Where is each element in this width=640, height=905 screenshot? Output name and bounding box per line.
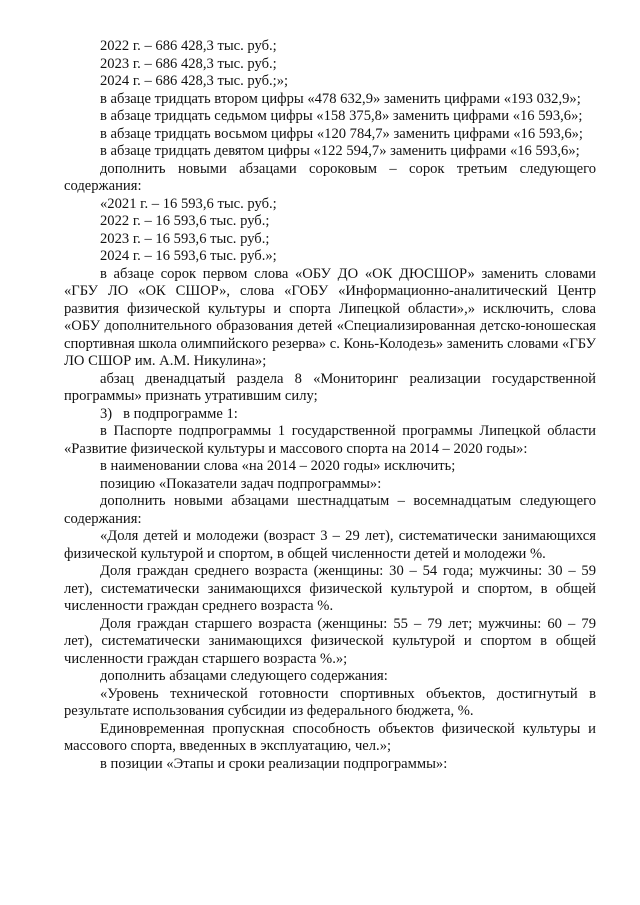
paragraph-capacity: Единовременная пропускная способность объектов физической культуры и массового спорта, введенных в эксплуатацию, чел.»; [64, 720, 596, 754]
document-body [64, 38, 596, 773]
paragraph-share-senior: Доля граждан старшего возраста (женщины: 55 – 79 лет; мужчины: 60 – 79 лет), систематически занимающихся физической культурой и спортом в общей численности граждан старшего возраста %.»; [64, 615, 596, 667]
paragraph-year-2023: 2023 г. – 16 593,6 тыс. руб.; [100, 230, 270, 247]
paragraph-year-2022-total: 2022 г. – 686 428,3 тыс. руб.; [100, 38, 277, 54]
paragraph-year-2021: «2021 г. – 16 593,6 тыс. руб.; [100, 195, 277, 212]
paragraph-amend-41: в абзаце сорок первом слова «ОБУ ДО «ОК ДЮСШОР» заменить словами «ГБУ ЛО «ОК СШОР», слова «ГОБУ «Информационно-аналитический Центр развития физической культуры и спорта Липецкой области»,» исключить, слова «ОБУ дополнительного образования детей «Специализированная детско-юношеская спортивная школа олимпийского резерва» с. Конь-Колодезь» заменить словами «ГБУ ЛО СШОР им. А.М. Никулина»; [64, 265, 596, 369]
paragraph-year-2024-total: 2024 г. – 686 428,3 тыс. руб.;»; [100, 73, 289, 89]
paragraph-amend-37: в абзаце тридцать седьмом цифры «158 375,8» заменить цифрами «16 593,6»; [100, 108, 583, 124]
paragraph-share-youth: «Доля детей и молодежи (возраст 3 – 29 лет), систематически занимающихся физической культурой и спортом, в общей численности детей и молодежи %. [64, 528, 596, 562]
paragraph-add-16-18: дополнить новыми абзацами шестнадцатым – восемнадцатым следующего содержания: [64, 493, 596, 527]
paragraph-add-following: дополнить абзацами следующего содержания: [100, 668, 388, 684]
paragraph-passport: в Паспорте подпрограммы 1 государственной программы Липецкой области «Развитие физической культуры и массового спорта на 2014 – 2020 годы»: [64, 423, 596, 457]
paragraph-share-middle-age: Доля граждан среднего возраста (женщины: 30 – 54 года; мужчины: 30 – 59 лет), систематически занимающихся физической культурой и спортом, в общей численности граждан среднего возраста %. [64, 563, 596, 614]
paragraph-stages-position: в позиции «Этапы и сроки реализации подпрограммы»: [100, 755, 448, 772]
paragraph-amend-39: в абзаце тридцать девятом цифры «122 594,7» заменить цифрами «16 593,6»; [100, 143, 580, 159]
paragraph-amend-32: в абзаце тридцать втором цифры «478 632,9» заменить цифрами «193 032,9»; [100, 90, 581, 107]
paragraph-section-8: абзац двенадцатый раздела 8 «Мониторинг реализации государственной программы» признать утратившим силу; [64, 370, 596, 404]
paragraph-technical-readiness: «Уровень технической готовности спортивных объектов, достигнутый в результате использования субсидии из федерального бюджета, %. [64, 685, 596, 719]
paragraph-year-2024: 2024 г. – 16 593,6 тыс. руб.»; [100, 248, 277, 264]
paragraph-name-change: в наименовании слова «на 2014 – 2020 годы» исключить; [100, 458, 456, 474]
paragraph-indicators-position: позицию «Показатели задач подпрограммы»: [100, 475, 382, 492]
paragraph-year-2022: 2022 г. – 16 593,6 тыс. руб.; [100, 213, 270, 229]
paragraph-amend-38: в абзаце тридцать восьмом цифры «120 784,7» заменить цифрами «16 593,6»; [100, 125, 583, 142]
paragraph-add-40-43: дополнить новыми абзацами сороковым – сорок третьим следующего содержания: [64, 160, 596, 194]
paragraph-year-2023-total: 2023 г. – 686 428,3 тыс. руб.; [100, 55, 277, 72]
paragraph-subprogram-1-heading: 3) в подпрограмме 1: [100, 405, 238, 422]
